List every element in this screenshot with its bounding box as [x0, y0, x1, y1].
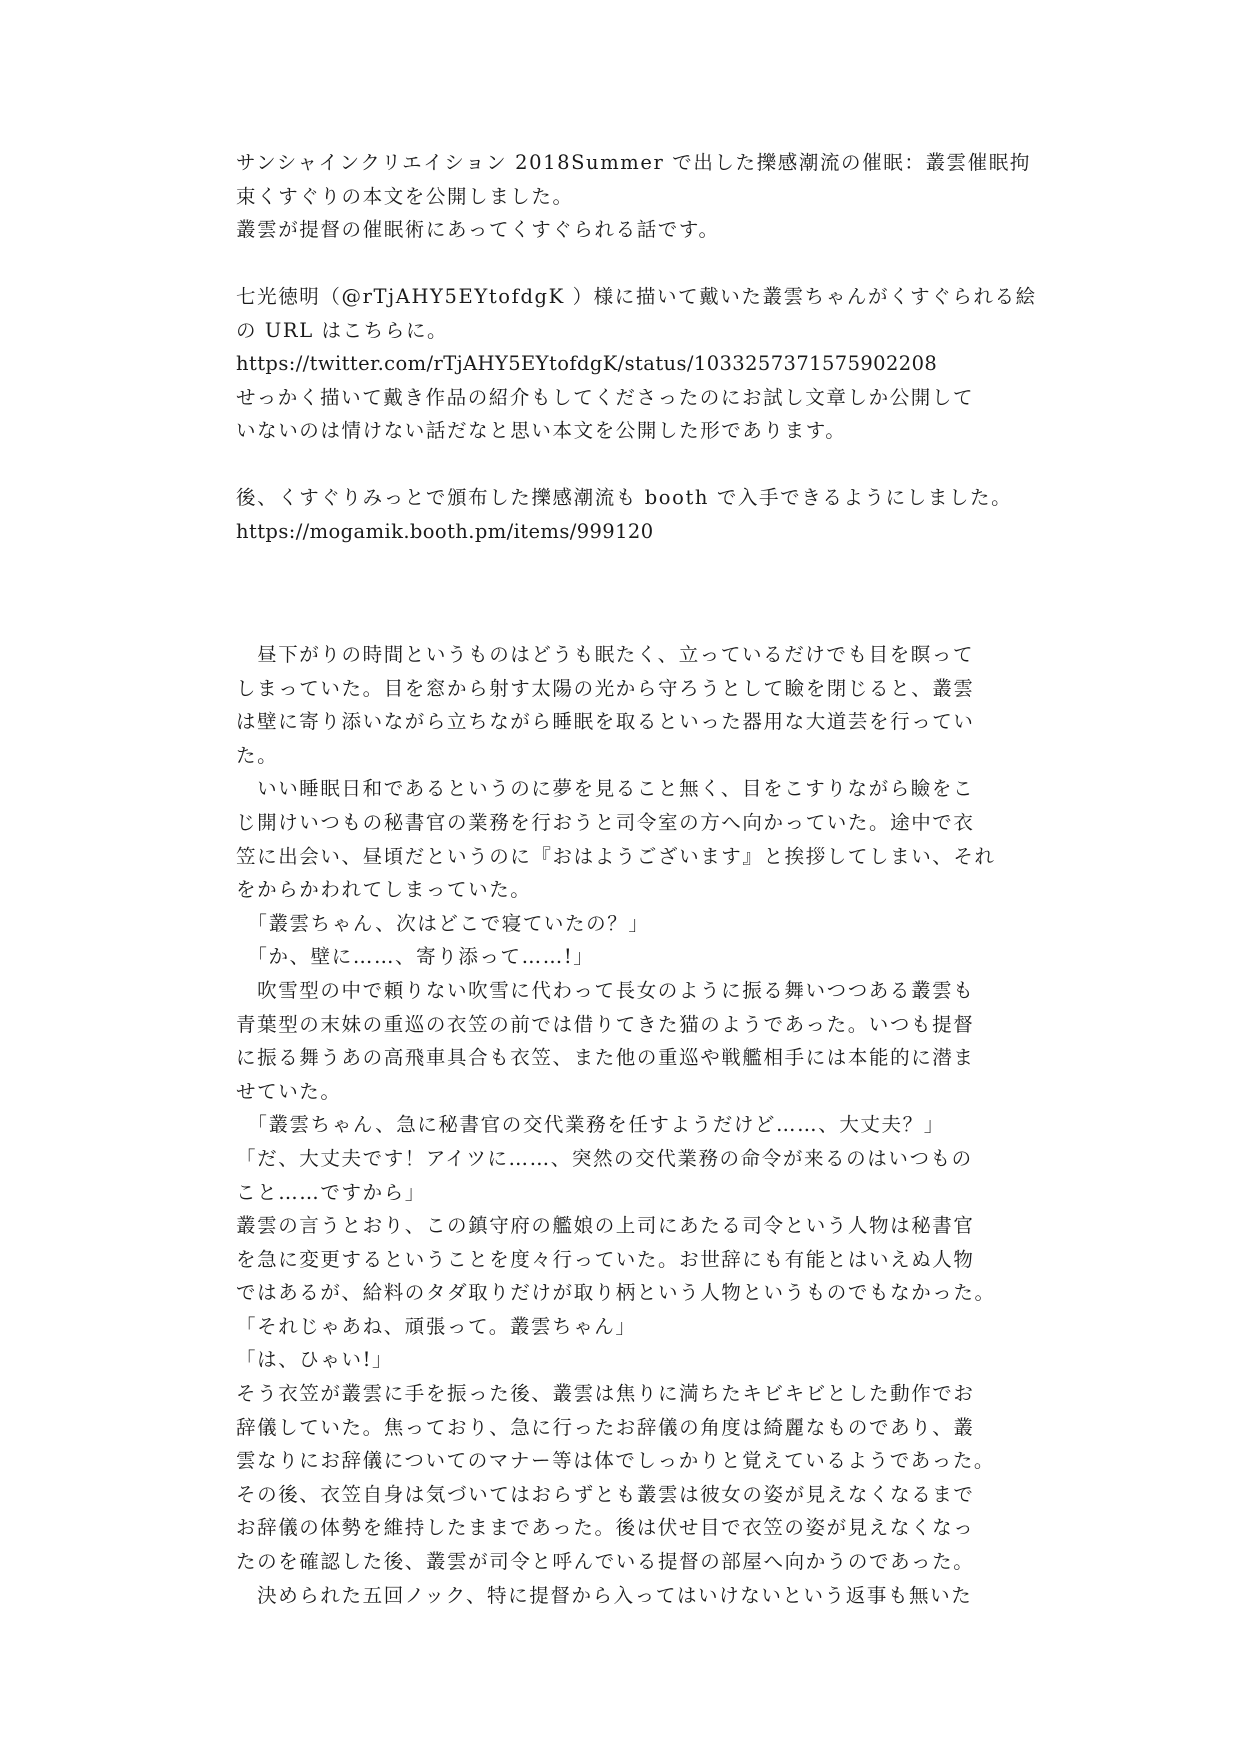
story-line: いい睡眠日和であるというのに夢を見ること無く、目をこすりながら瞼をこ — [236, 777, 975, 801]
story-line: 雲なりにお辞儀についてのマナー等は体でしっかりと覚えているようであった。 — [236, 1449, 996, 1473]
intro-line: せっかく描いて戴き作品の紹介もしてくださったのにお試し文章しか公開して — [236, 385, 975, 409]
story-line: 「か、壁に……、寄り添って……!」 — [236, 945, 595, 969]
story-line: 決められた五回ノック、特に提督から入ってはいけないという返事も無いた — [236, 1583, 973, 1607]
story-line: 吹雪型の中で頼りない吹雪に代わって長女のように振る舞いつつある叢雲も — [236, 978, 975, 1002]
story-line: に振る舞うあの高飛車具合も衣笠、また他の重巡や戦艦相手には本能的に潜ま — [236, 1046, 975, 1070]
intro-paragraph-3 — [236, 481, 1016, 548]
intro-line: 叢雲が提督の催眠術にあってくすぐられる話です。 — [236, 218, 720, 241]
story-line: そう衣笠が叢雲に手を振った後、叢雲は焦りに満ちたキビキビとした動作でお — [236, 1382, 975, 1406]
story-line: こと……ですから」 — [236, 1180, 426, 1204]
story-line: その後、衣笠自身は気づいてはおらずとも叢雲は彼女の姿が見えなくなるまで — [236, 1482, 975, 1506]
story-line: 青葉型の末妹の重巡の衣笠の前では借りてきた猫のようであった。いつも提督 — [236, 1012, 975, 1036]
story-line: 昼下がりの時間というものはどうも眠たく、立っているだけでも目を瞑って — [236, 643, 975, 666]
story-line: 「叢雲ちゃん、急に秘書官の交代業務を任すようだけど……、大丈夫？」 — [236, 1113, 945, 1137]
story-line: しまっていた。目を窓から射す太陽の光から守ろうとして瞼を閉じると、叢雲 — [236, 676, 975, 700]
intro-line: の URL はこちらに。 — [236, 318, 449, 342]
intro-line: 束くすぐりの本文を公開しました。 — [236, 184, 574, 208]
story-line: 「それじゃあね、頑張って。叢雲ちゃん」 — [236, 1314, 637, 1338]
story-line: 「だ、大丈夫です！アイツに……、突然の交代業務の命令が来るのはいつもの — [236, 1146, 973, 1170]
story-line: ではあるが、給料のタダ取りだけが取り柄という人物というものでもなかった。 — [236, 1281, 996, 1305]
intro-line: いないのは情けない話だなと思い本文を公開した形であります。 — [236, 419, 847, 442]
intro-line: サンシャインクリエイション 2018Summer で出した擽感潮流の催眠：叢雲催眠拘 — [236, 151, 1031, 174]
intro-paragraph-2 — [236, 280, 1037, 448]
story-line: は壁に寄り添いながら立ちながら睡眠を取るといった器用な大道芸を行ってい — [236, 710, 975, 734]
story-line: 「叢雲ちゃん、次はどこで寝ていたの？」 — [236, 911, 650, 935]
story-line: じ開けいつもの秘書官の業務を行おうと司令室の方へ向かっていた。途中で衣 — [236, 810, 975, 834]
story-line: をからかわれてしまっていた。 — [236, 878, 532, 902]
story-body — [236, 638, 1016, 1612]
intro-line: 後、くすぐりみっとで頒布した擽感潮流も booth で入手できるようにしました。 — [236, 486, 1013, 509]
story-line: 叢雲の言うとおり、この鎮守府の艦娘の上司にあたる司令という人物は秘書官 — [236, 1214, 975, 1238]
story-line: 「は、ひゃい!」 — [236, 1348, 394, 1372]
story-line: たのを確認した後、叢雲が司令と呼んでいる提督の部屋へ向かうのであった。 — [236, 1550, 975, 1574]
twitter-link[interactable]: https://twitter.com/rTjAHY5EYtofdgK/status/1033257371575902208 — [236, 352, 938, 375]
story-line: お辞儀の体勢を維持したままであった。後は伏せ目で衣笠の姿が見えなくなっ — [236, 1516, 975, 1540]
story-line: を急に変更するということを度々行っていた。お世辞にも有能とはいえぬ人物 — [236, 1247, 975, 1271]
story-line: た。 — [236, 743, 279, 767]
intro-section — [236, 146, 1037, 582]
story-line: せていた。 — [236, 1079, 342, 1103]
booth-link[interactable]: https://mogamik.booth.pm/items/999120 — [236, 519, 654, 543]
intro-paragraph-1 — [236, 146, 1031, 247]
story-line: 辞儀していた。焦っており、急に行ったお辞儀の角度は綺麗なものであり、叢 — [236, 1415, 975, 1439]
intro-line: 七光徳明（@rTjAHY5EYtofdgK ）様に描いて戴いた叢雲ちゃんがくすぐられる絵 — [236, 285, 1037, 308]
story-line: 笠に出会い、昼頃だというのに『おはようございます』と挨拶してしまい、それ — [236, 844, 996, 868]
